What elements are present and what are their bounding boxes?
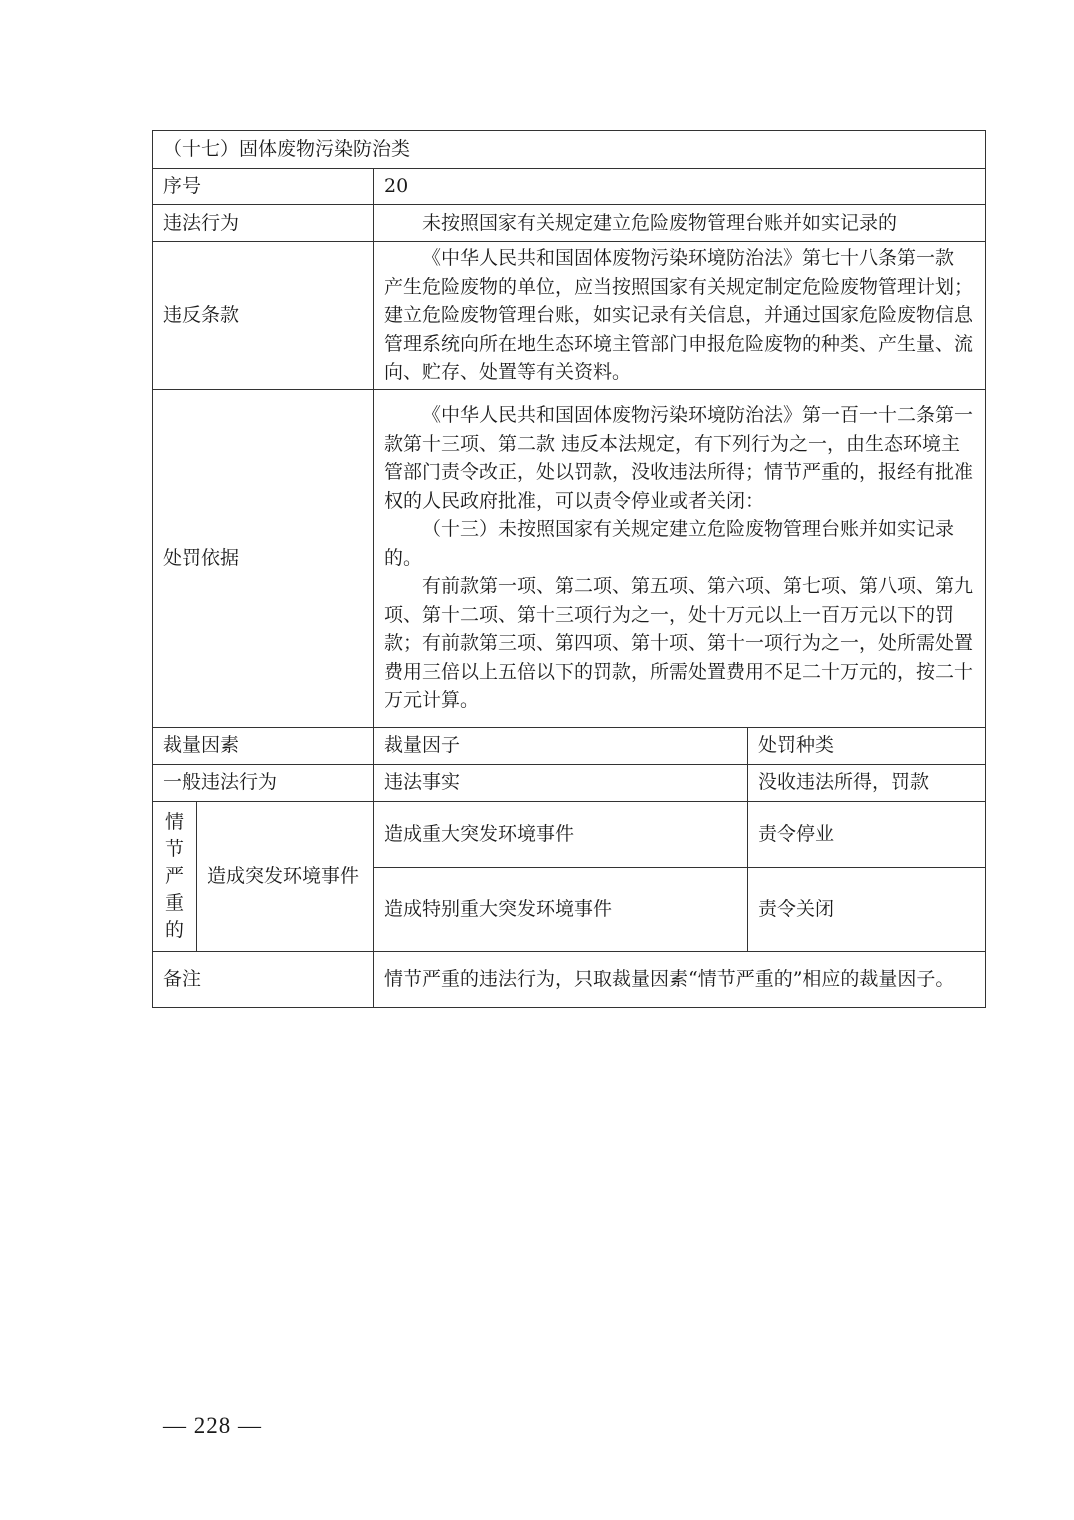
serial-value: 20 <box>374 169 986 205</box>
general-violation-penalty: 没收违法所得，罚款 <box>748 764 986 801</box>
serious-label-char: 的 <box>164 918 184 941</box>
penalty-discretion-table <box>152 130 986 1008</box>
penalty-basis-label: 处罚依据 <box>153 389 374 727</box>
violation-value <box>374 205 986 242</box>
penalty-basis-paragraph: 有前款第一项、第二项、第五项、第六项、第七项、第八项、第九项、第十二项、第十三项行为之一，处十万元以上一百万元以下的罚款；有前款第三项、第四项、第十项、第十一项行为之一，处所需处置费用三倍以上五倍以下的罚款，所需处置费用不足二十万元的，按二十万元计算。 <box>384 575 974 712</box>
serious-factor: 造成特别重大突发环境事件 <box>374 867 748 951</box>
penalty-type-label: 处罚种类 <box>748 727 986 764</box>
general-violation-label: 一般违法行为 <box>153 764 374 801</box>
serious-factor: 造成重大突发环境事件 <box>374 801 748 867</box>
discretion-subfactor-label: 裁量因子 <box>374 727 748 764</box>
serious-label-char: 情 <box>164 810 184 833</box>
serious-penalty: 责令关闭 <box>748 867 986 951</box>
serious-penalty: 责令停业 <box>748 801 986 867</box>
serious-label-char: 重 <box>164 891 184 914</box>
remark-label: 备注 <box>153 951 374 1007</box>
serial-label: 序号 <box>153 169 374 205</box>
violation-text: 未按照国家有关规定建立危险废物管理台账并如实记录的 <box>422 211 898 234</box>
violated-clause-label: 违反条款 <box>153 242 374 390</box>
penalty-basis-value <box>374 389 986 727</box>
serious-violation-label <box>153 801 197 951</box>
violated-clause-text: 《中华人民共和国固体废物污染环境防治法》第七十八条第一款 产生危险废物的单位，应当按照国家有关规定制定危险废物管理计划；建立危险废物管理台账，如实记录有关信息，并通过国家危险废物信息管理系统向所在地生态环境主管部门申报危险废物的种类、产生量、流向、贮存、处置等有关资料。 <box>384 247 974 383</box>
remark-value <box>374 951 986 1007</box>
serious-label-char: 节 <box>164 837 184 860</box>
serious-violation-sublabel: 造成突发环境事件 <box>197 801 374 951</box>
remark-text: 情节严重的违法行为，只取裁量因素“情节严重的”相应的裁量因子。 <box>384 967 955 990</box>
serious-label-char: 严 <box>164 864 184 887</box>
violation-label: 违法行为 <box>153 205 374 242</box>
discretion-factor-label: 裁量因素 <box>153 727 374 764</box>
violated-clause-value <box>374 242 986 390</box>
penalty-basis-paragraph: （十三）未按照国家有关规定建立危险废物管理台账并如实记录的。 <box>384 518 955 569</box>
general-violation-factor: 违法事实 <box>374 764 748 801</box>
penalty-basis-paragraph: 《中华人民共和国固体废物污染环境防治法》第一百一十二条第一款第十三项、第二款 违反本法规定，有下列行为之一，由生态环境主管部门责令改正，处以罚款，没收违法所得；情节严重的，报经有批准权的人民政府批准，可以责令停业或者关闭： <box>384 404 974 512</box>
section-title: （十七）固体废物污染防治类 <box>153 131 986 169</box>
page-number: — 228 — <box>163 1413 262 1438</box>
